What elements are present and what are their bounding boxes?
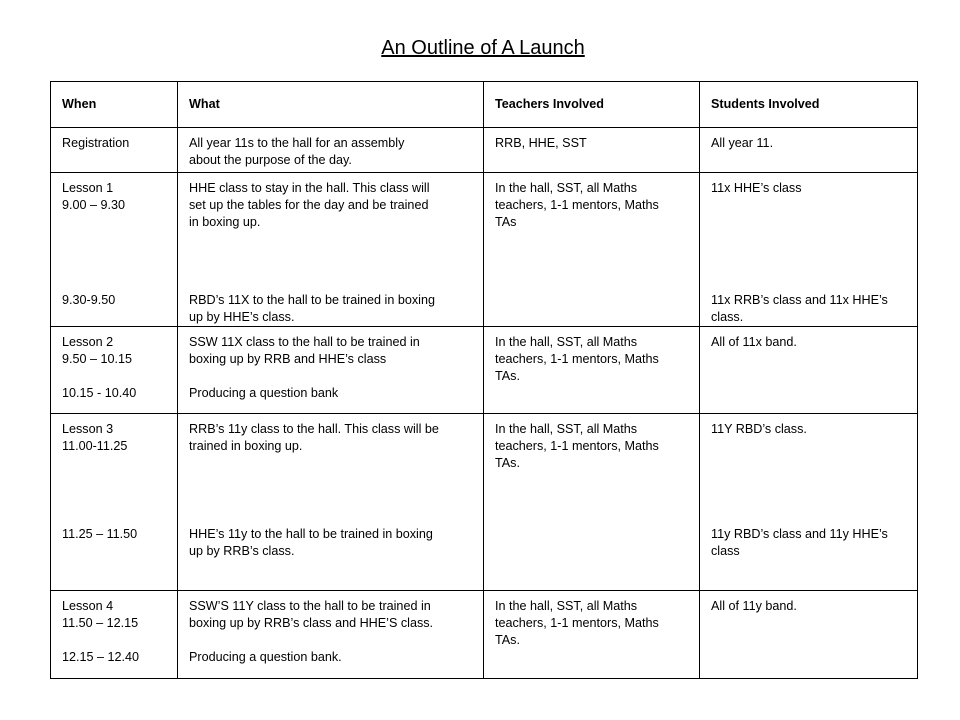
cell-text-line: teachers, 1-1 mentors, Maths [495,616,659,630]
cell-what-content [189,128,483,169]
cell-text-line: RRB, HHE, SST [495,136,587,150]
cell-when-content [62,414,177,543]
cell-when-secondary [62,649,177,666]
cell-when [51,591,178,679]
cell-what [178,591,484,679]
table-row [51,327,918,414]
cell-text-line: Lesson 3 [62,422,114,436]
cell-students-primary [711,598,917,615]
cell-when [51,128,178,173]
cell-what-secondary [189,649,483,666]
cell-text-line: Producing a question bank. [189,650,342,664]
cell-what [178,327,484,414]
cell-what-primary [189,135,483,169]
cell-teachers-primary [495,598,699,649]
cell-text-line: All of 11y band. [711,599,797,613]
cell-when-content [62,173,177,309]
cell-what-secondary [189,292,483,326]
cell-text-line: 9.00 – 9.30 [62,198,126,212]
cell-teachers-primary [495,421,699,472]
cell-when-primary [62,421,177,455]
cell-students-secondary [711,292,917,326]
cell-what [178,414,484,591]
header-what: What [178,82,484,128]
block-spacer [189,368,483,385]
cell-text-line: HHE class to stay in the hall. This class will [189,181,430,195]
cell-teachers-content [495,414,699,472]
block-spacer [62,455,177,526]
header-teachers-involved: Teachers Involved [484,82,700,128]
cell-when-primary [62,334,177,368]
cell-when-content [62,327,177,402]
cell-what-content [189,414,483,560]
cell-text-line: HHE’s 11y to the hall to be trained in boxing [189,527,433,541]
cell-text-line: 11Y RBD’s class. [711,422,807,436]
cell-students-primary [711,180,917,197]
cell-students-primary [711,334,917,351]
cell-what-primary [189,598,483,632]
cell-text-line: TAs. [495,633,520,647]
cell-text-line: In the hall, SST, all Maths [495,181,638,195]
cell-text-line: 9.30-9.50 [62,293,116,307]
cell-text-line: 11.50 – 12.15 [62,616,139,630]
cell-text-line: class. [711,310,744,324]
cell-text-line: teachers, 1-1 mentors, Maths [495,439,659,453]
cell-teachers-primary [495,334,699,385]
cell-text-line: TAs. [495,369,520,383]
cell-text-line: 11.25 – 11.50 [62,527,138,541]
cell-when-secondary [62,292,177,309]
table-row [51,414,918,591]
cell-students-content [711,327,917,351]
cell-text-line: 11.00-11.25 [62,439,128,453]
cell-text-line: All year 11. [711,136,774,150]
table-row [51,173,918,327]
cell-what-primary [189,334,483,368]
cell-students-content [711,414,917,560]
cell-teachers [484,414,700,591]
cell-teachers [484,591,700,679]
cell-text-line: in boxing up. [189,215,261,229]
cell-text-line: boxing up by RRB’s class and HHE’S class. [189,616,434,630]
cell-students-content [711,591,917,615]
cell-text-line: SSW’S 11Y class to the hall to be trained in [189,599,431,613]
cell-text-line: 11x HHE’s class [711,181,802,195]
block-spacer [62,214,177,292]
cell-text-line: 11x RRB’s class and 11x HHE’s [711,293,888,307]
launch-outline-table [50,81,918,679]
table-row [51,128,918,173]
table-row [51,591,918,679]
cell-students [700,173,918,327]
cell-text-line: 9.50 – 10.15 [62,352,133,366]
cell-students-primary [711,421,917,438]
cell-teachers-content [495,327,699,385]
cell-text-line: TAs [495,215,517,229]
cell-text-line: Registration [62,136,130,150]
cell-text-line: Lesson 2 [62,335,114,349]
cell-students-content [711,128,917,152]
cell-text-line: 11y RBD’s class and 11y HHE’s [711,527,888,541]
cell-students [700,128,918,173]
cell-when-primary [62,135,177,152]
cell-text-line: In the hall, SST, all Maths [495,599,638,613]
cell-text-line: RBD’s 11X to the hall to be trained in boxing [189,293,435,307]
cell-when-primary [62,598,177,632]
block-spacer [711,438,917,526]
block-spacer [189,455,483,526]
cell-when [51,173,178,327]
cell-when-secondary [62,526,177,543]
cell-what-content [189,591,483,666]
cell-students [700,414,918,591]
cell-what [178,128,484,173]
cell-what-primary [189,421,483,455]
cell-teachers-primary [495,180,699,231]
cell-text-line: set up the tables for the day and be trained [189,198,429,212]
cell-teachers-content [495,128,699,152]
cell-teachers-primary [495,135,699,152]
cell-teachers-content [495,173,699,231]
cell-text-line: about the purpose of the day. [189,153,352,167]
page-title: An Outline of A Launch [381,37,585,59]
cell-when [51,327,178,414]
cell-when-content [62,128,177,152]
cell-what [178,173,484,327]
cell-text-line: In the hall, SST, all Maths [495,422,638,436]
cell-students [700,327,918,414]
cell-when-primary [62,180,177,214]
cell-students-content [711,173,917,326]
cell-teachers [484,327,700,414]
cell-text-line: Producing a question bank [189,386,339,400]
cell-when-content [62,591,177,666]
header-students-involved: Students Involved [700,82,918,128]
cell-text-line: teachers, 1-1 mentors, Maths [495,198,659,212]
cell-text-line: All year 11s to the hall for an assembly [189,136,405,150]
cell-text-line: trained in boxing up. [189,439,303,453]
cell-text-line: SSW 11X class to the hall to be trained in [189,335,420,349]
cell-when [51,414,178,591]
block-spacer [62,632,177,649]
cell-text-line: boxing up by RRB and HHE’s class [189,352,387,366]
cell-text-line: 12.15 – 12.40 [62,650,140,664]
cell-teachers [484,128,700,173]
cell-students-primary [711,135,917,152]
cell-when-secondary [62,385,177,402]
cell-teachers-content [495,591,699,649]
cell-text-line: TAs. [495,456,520,470]
cell-text-line: In the hall, SST, all Maths [495,335,638,349]
cell-what-secondary [189,385,483,402]
block-spacer [62,368,177,385]
cell-text-line: All of 11x band. [711,335,797,349]
cell-text-line: class [711,544,740,558]
block-spacer [711,197,917,292]
header-when: When [51,82,178,128]
cell-text-line: RRB’s 11y class to the hall. This class will be [189,422,439,436]
block-spacer [189,632,483,649]
cell-text-line: Lesson 4 [62,599,114,613]
cell-what-secondary [189,526,483,560]
cell-what-content [189,327,483,402]
cell-what-primary [189,180,483,231]
cell-students-secondary [711,526,917,560]
cell-what-content [189,173,483,326]
cell-text-line: 10.15 - 10.40 [62,386,137,400]
cell-text-line: up by HHE’s class. [189,310,295,324]
cell-text-line: Lesson 1 [62,181,114,195]
cell-students [700,591,918,679]
cell-teachers [484,173,700,327]
cell-text-line: teachers, 1-1 mentors, Maths [495,352,659,366]
block-spacer [189,231,483,292]
cell-text-line: up by RRB’s class. [189,544,295,558]
table-header-row [51,82,918,128]
